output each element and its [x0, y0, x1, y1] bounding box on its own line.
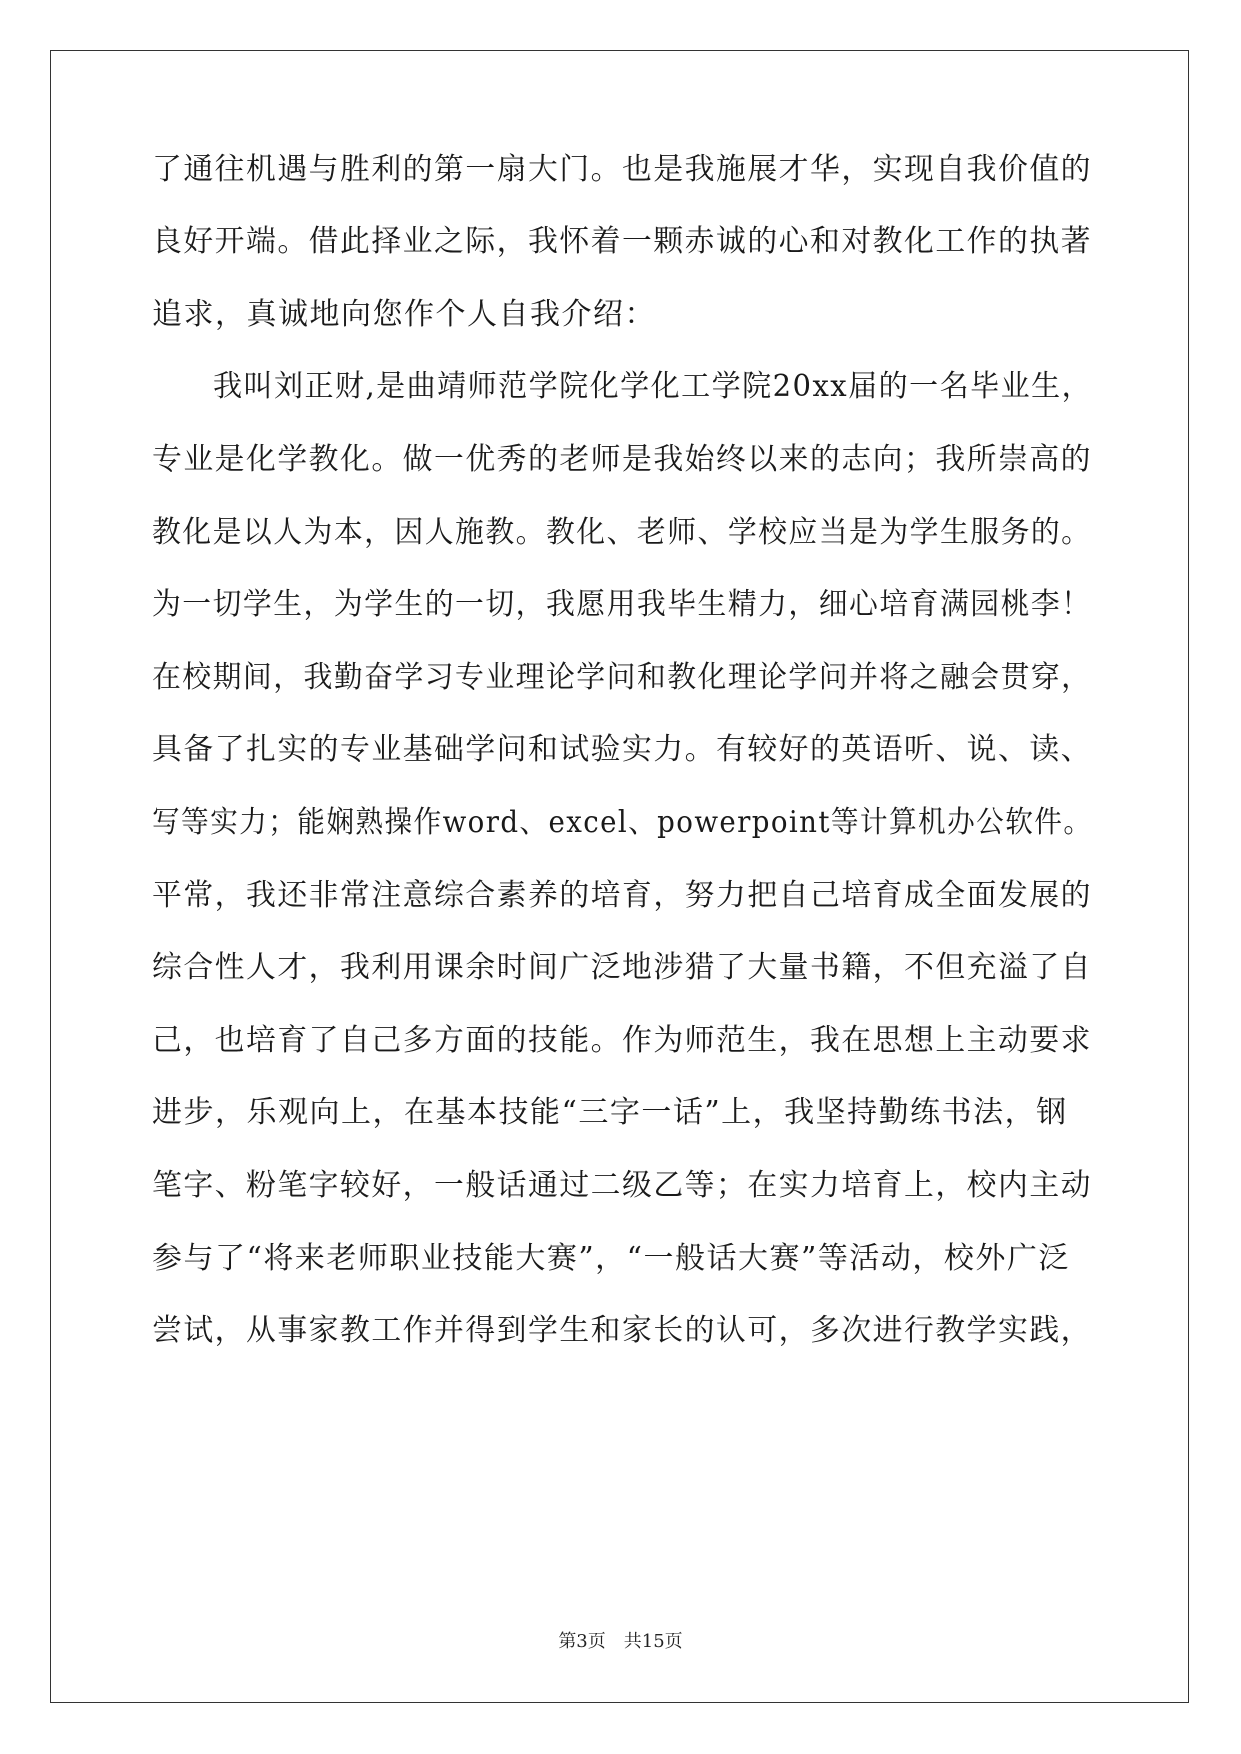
text-line: 我叫刘正财,是曲靖师范学院化学化工学院20xx届的一名毕业生，: [152, 369, 1093, 404]
page-total: 共15页: [623, 1631, 683, 1652]
text-line: 良好开端。借此择业之际，我怀着一颗赤诚的心和对教化工作的执著: [152, 224, 1092, 259]
page-number: 第3页: [558, 1631, 606, 1652]
text-line: 专业是化学教化。做一优秀的老师是我始终以来的志向；我所崇高的: [152, 442, 1092, 477]
text-line: 具备了扎实的专业基础学问和试验实力。有较好的英语听、说、读、: [152, 732, 1092, 767]
text-line: 笔字、粉笔字较好，一般话通过二级乙等；在实力培育上，校内主动: [152, 1168, 1092, 1203]
page-footer: [0, 1627, 1241, 1653]
text-line: 平常，我还非常注意综合素养的培育，努力把自己培育成全面发展的: [152, 878, 1092, 913]
text-line: 为一切学生，为学生的一切，我愿用我毕生精力，细心培育满园桃李！: [152, 587, 1092, 622]
text-line: 己，也培育了自己多方面的技能。作为师范生，我在思想上主动要求: [152, 1023, 1092, 1058]
text-line: 进步，乐观向上，在基本技能“三字一话”上，我坚持勤练书法，钢: [152, 1095, 1068, 1130]
text-line: 综合性人才，我利用课余时间广泛地涉猎了大量书籍，不但充溢了自: [152, 950, 1092, 985]
text-line: 尝试，从事家教工作并得到学生和家长的认可，多次进行教学实践，: [152, 1313, 1092, 1348]
text-line: 参与了“将来老师职业技能大赛”，“一般话大赛”等活动，校外广泛: [152, 1241, 1070, 1276]
text-line: 写等实力；能娴熟操作word、excel、powerpoint等计算机办公软件。: [152, 805, 1093, 840]
text-line: 在校期间，我勤奋学习专业理论学问和教化理论学问并将之融会贯穿，: [152, 660, 1092, 695]
text-line: 教化是以人为本，因人施教。教化、老师、学校应当是为学生服务的。: [152, 515, 1092, 550]
text-line: 追求，真诚地向您作个人自我介绍：: [152, 297, 656, 332]
text-line: 了通往机遇与胜利的第一扇大门。也是我施展才华，实现自我价值的: [152, 152, 1092, 187]
